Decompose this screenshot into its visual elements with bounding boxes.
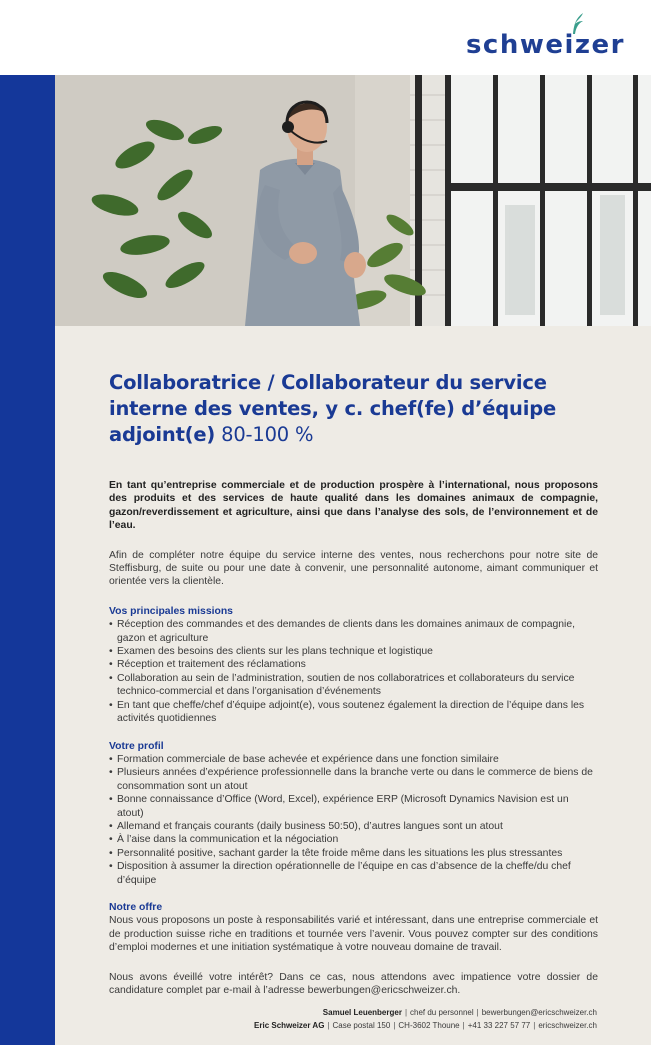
postbox: Case postal 150 (332, 1020, 391, 1030)
missions-list (109, 618, 598, 725)
contact-footer (254, 1007, 597, 1032)
logo-text: schweizer (465, 30, 625, 60)
list-item: • En tant que cheffe/chef d’équipe adjoint(e), vous soutenez également la direction de l’équipe dans les activités quotidiennes (109, 699, 598, 726)
blue-side-bar (0, 75, 55, 1045)
profil-list (109, 753, 598, 887)
job-title (109, 370, 598, 448)
list-item: • Disposition à assumer la direction opérationnelle de l’équipe en cas d’absence de la cheffe/du chef d’équipe (109, 860, 598, 887)
content-panel (55, 326, 651, 1045)
contact-name: Samuel Leuenberger (322, 1008, 402, 1017)
profil-heading: Votre profil (109, 740, 164, 752)
list-item: • Plusieurs années d’expérience professionnelle dans la branche verte ou dans le commerce de biens de consommation sont un atout (109, 766, 598, 793)
contact-role: chef du personnel (410, 1008, 474, 1017)
list-item: • Collaboration au sein de l’administration, soutien de nos collaboratrices et collaborateurs du service technico-commercial et dans l’organisation d’événements (109, 672, 598, 699)
job-percentage: 80-100 % (215, 423, 314, 446)
list-item: • Examen des besoins des clients sur les plans technique et logistique (109, 645, 598, 658)
job-ad-content (109, 370, 598, 997)
website-link[interactable]: ericschweizer.ch (538, 1020, 597, 1030)
list-item: • Réception des commandes et des demandes de clients dans les domaines animaux de compagnie, gazon et agriculture (109, 618, 598, 645)
intro-paragraph: En tant qu’entreprise commerciale et de production prospère à l’international, nous proposons des produits et des services de haute qualité dans les domaines animaux de compagnie, gazon/reverdissement et agriculture, ainsi que dans l’analyse des sols, de l’environnement et de l’eau. (109, 480, 598, 532)
offre-heading: Notre offre (109, 901, 163, 913)
company-name: Eric Schweizer AG (254, 1020, 325, 1030)
phone: +41 33 227 57 77 (467, 1020, 531, 1030)
job-title-line-2: interne des ventes, y c. chef(fe) d’équipe (109, 397, 557, 420)
company-logo (465, 12, 625, 60)
footer-line-1: Samuel Leuenberger | chef du personnel | bewerbungen@ericschweizer.ch (322, 1008, 597, 1017)
list-item: • Bonne connaissance d’Office (Word, Excel), expérience ERP (Microsoft Dynamics Navision est un atout) (109, 793, 598, 820)
list-item: • Personnalité positive, sachant garder la tête froide même dans les situations les plus stressantes (109, 847, 598, 860)
header-photo (55, 75, 651, 326)
list-item: • À l’aise dans la communication et la négociation (109, 833, 598, 846)
missions-heading: Vos principales missions (109, 605, 233, 617)
footer-line-2: Eric Schweizer AG | Case postal 150 | CH-3602 Thoune | +41 33 227 57 77 | ericschweizer.ch (254, 1020, 597, 1030)
closing-paragraph: Nous avons éveillé votre intérêt? Dans ce cas, nous attendons avec impatience votre dossier de candidature complet par e-mail à l’adresse bewerbungen@ericschweizer.ch. (109, 971, 598, 996)
contact-email-link[interactable]: bewerbungen@ericschweizer.ch (481, 1008, 597, 1017)
offre-paragraph: Nous vous proposons un poste à responsabilités varié et intéressant, dans une entreprise commerciale et de production suisse riche en traditions et tournée vers l’avenir. Vous pouvez compter sur des conditions d’emploi modernes et une initiation systématique à votre nouveau domaine de travail. (109, 915, 598, 954)
photo-man-headset (55, 75, 651, 326)
search-paragraph: Afin de compléter notre équipe du service interne des ventes, nous recherchons pour notre site de Steffisburg, de suite ou pour une date à convenir, une personnalité autonome, aimant communiquer et orientée vers la clientèle. (109, 549, 598, 588)
job-title-line-3: adjoint(e) (109, 423, 216, 446)
list-item: • Allemand et français courants (daily business 50:50), d’autres langues sont un atout (109, 820, 598, 833)
address: CH-3602 Thoune (398, 1020, 460, 1030)
list-item: • Réception et traitement des réclamations (109, 658, 598, 671)
list-item: • Formation commerciale de base achevée et expérience dans une fonction similaire (109, 753, 598, 766)
job-title-line-1: Collaboratrice / Collaborateur du service (109, 371, 547, 394)
